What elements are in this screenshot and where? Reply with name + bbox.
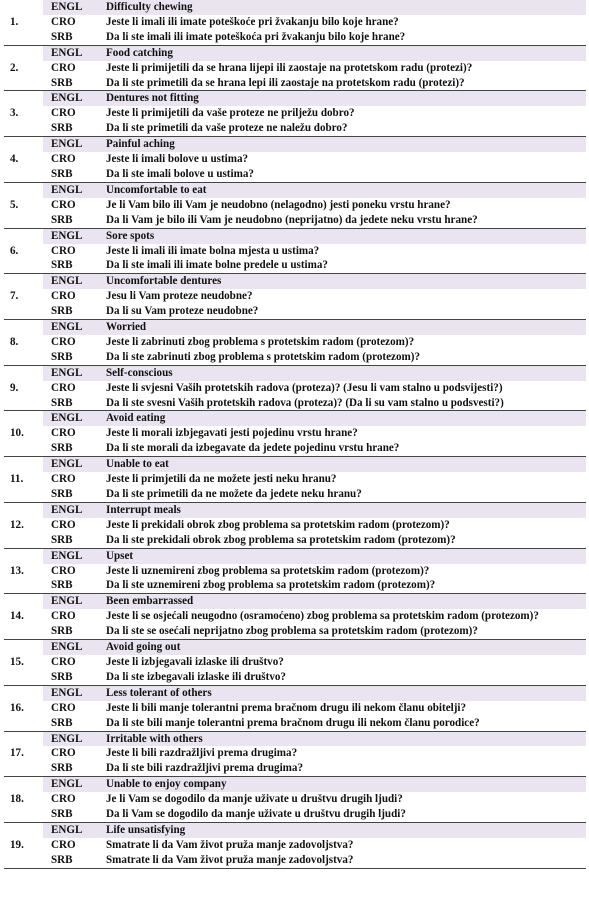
language-code: CRO [51, 290, 76, 303]
table-row-engl [4, 502, 586, 517]
language-code: ENGL [43, 0, 104, 15]
serbian-question: Da li su Vam proteze neudobne? [104, 304, 586, 319]
language-code: CRO [51, 518, 76, 531]
item-number: 19. [4, 822, 43, 868]
item-number: 16. [4, 685, 43, 731]
english-item-label: Unable to eat [104, 457, 586, 472]
table-row-cro [4, 244, 586, 259]
item-number: 10. [4, 411, 43, 457]
croatian-question: Jeste li prekidali obrok zbog problema sa protetskim radom (protezom)? [106, 518, 450, 531]
table-row-engl [4, 228, 586, 243]
serbian-question: Da li Vam se dogodilo da manje uživate u društvu drugih ljudi? [104, 807, 586, 822]
language-code: ENGL [43, 365, 104, 380]
table-row-engl [4, 182, 586, 197]
language-code: SRB [43, 304, 104, 319]
table-row-srb [4, 761, 586, 776]
table-row-srb [4, 533, 586, 548]
english-item-label: Sore spots [104, 228, 586, 243]
croatian-question: Jeste li bili razdražljivi prema drugima? [106, 747, 298, 760]
language-code: ENGL [43, 457, 104, 472]
table-row-engl [4, 594, 586, 609]
serbian-question: Da li ste bili manje tolerantni prema bračnom drugu ili nekom članu porodice? [104, 716, 586, 731]
language-code: ENGL [43, 91, 104, 106]
english-item-label: Uncomfortable to eat [104, 182, 586, 197]
language-code: ENGL [43, 228, 104, 243]
croatian-question: Jeste li primijetili da vaše proteze ne prilježu dobro? [106, 107, 355, 120]
croatian-question: Je li Vam se dogodilo da manje uživate u društvu drugih ljudi? [106, 793, 403, 806]
english-item-label: Dentures not fitting [104, 91, 586, 106]
table-row-srb [4, 853, 586, 868]
language-code: SRB [43, 121, 104, 136]
item-number: 4. [4, 137, 43, 183]
table-row-cro [4, 426, 586, 441]
serbian-question: Da li ste izbegavali izlaske ili društvo? [104, 670, 586, 685]
item-number: 1. [4, 0, 43, 45]
english-item-label: Life unsatisfying [104, 822, 586, 837]
serbian-question: Da li ste prekidali obrok zbog problema sa protetskim radom (protezom)? [104, 533, 586, 548]
english-item-label: Irritable with others [104, 731, 586, 746]
english-item-label: Self-conscious [104, 365, 586, 380]
serbian-question: Da li Vam je bilo ili Vam je neudobno (neprijatno) da jedete neku vrstu hrane? [104, 213, 586, 228]
language-code: SRB [43, 624, 104, 639]
language-code: SRB [43, 258, 104, 273]
serbian-question: Smatrate li da Vam život pruža manje zadovoljstva? [104, 853, 586, 868]
language-code: CRO [51, 747, 76, 760]
table-row-engl [4, 457, 586, 472]
table-row-engl [4, 137, 586, 152]
croatian-question: Jeste li imali ili imate poteškoće pri žvakanju bilo koje hrane? [106, 15, 399, 28]
table-row-srb [4, 304, 586, 319]
language-code: CRO [51, 655, 76, 668]
item-number: 11. [4, 457, 43, 503]
language-code: CRO [51, 701, 76, 714]
item-number: 15. [4, 640, 43, 686]
language-code: SRB [43, 670, 104, 685]
language-code: ENGL [43, 137, 104, 152]
table-row-cro [4, 335, 586, 350]
english-item-label: Avoid going out [104, 640, 586, 655]
table-row-srb [4, 121, 586, 136]
language-code: ENGL [43, 411, 104, 426]
table-row-srb [4, 167, 586, 182]
language-code: SRB [43, 76, 104, 91]
language-code: CRO [51, 838, 76, 851]
language-code: SRB [43, 30, 104, 45]
table-row-cro [4, 792, 586, 807]
serbian-question: Da li ste primetili da se hrana lepi ili zaostaje na protetskom radu (protezi)? [104, 76, 586, 91]
item-number: 5. [4, 182, 43, 228]
table-row-cro [4, 472, 586, 487]
language-code: CRO [51, 61, 76, 74]
table-row-srb [4, 578, 586, 593]
language-code: SRB [43, 396, 104, 411]
croatian-question: Jeste li imali ili imate bolna mjesta u ustima? [106, 244, 320, 257]
language-code: SRB [43, 441, 104, 456]
table-row-cro [4, 838, 586, 853]
language-code: CRO [51, 153, 76, 166]
table-row-cro [4, 61, 586, 76]
table-row-cro [4, 518, 586, 533]
language-code: ENGL [43, 777, 104, 792]
serbian-question: Da li ste primetili da ne možete da jedete neku hranu? [104, 487, 586, 502]
language-code: CRO [51, 427, 76, 440]
table-row-cro [4, 152, 586, 167]
english-item-label: Upset [104, 548, 586, 563]
item-number: 9. [4, 365, 43, 411]
english-item-label: Uncomfortable dentures [104, 274, 586, 289]
table-row-engl [4, 731, 586, 746]
language-code: ENGL [43, 274, 104, 289]
croatian-question: Jeste li svjesni Vaših protetskih radova (proteza)? (Jesu li vam stalno u podsvijesti?) [106, 381, 503, 394]
serbian-question: Da li ste uznemireni zbog problema sa protetskim radom (protezom)? [104, 578, 586, 593]
english-item-label: Interrupt meals [104, 502, 586, 517]
table-row-cro [4, 609, 586, 624]
english-item-label: Unable to enjoy company [104, 777, 586, 792]
table-row-cro [4, 746, 586, 761]
table-row-engl [4, 822, 586, 837]
language-code: SRB [43, 716, 104, 731]
table-row-cro [4, 701, 586, 716]
table-row-engl [4, 411, 586, 426]
language-code: SRB [43, 350, 104, 365]
language-code: ENGL [43, 182, 104, 197]
croatian-question: Smatrate li da Vam život pruža manje zadovoljstva? [106, 838, 354, 851]
english-item-label: Been embarrassed [104, 594, 586, 609]
language-code: SRB [43, 807, 104, 822]
item-number: 13. [4, 548, 43, 594]
serbian-question: Da li ste primetili da vaše proteze ne naležu dobro? [104, 121, 586, 136]
language-code: ENGL [43, 594, 104, 609]
table-row-srb [4, 396, 586, 411]
language-code: ENGL [43, 502, 104, 517]
table-row-cro [4, 289, 586, 304]
table-row-engl [4, 45, 586, 60]
table-row-srb [4, 624, 586, 639]
table-row-engl [4, 274, 586, 289]
table-row-engl [4, 685, 586, 700]
english-item-label: Difficulty chewing [104, 0, 586, 15]
english-item-label: Less tolerant of others [104, 685, 586, 700]
table-row-cro [4, 564, 586, 579]
table-body [4, 0, 586, 868]
language-code: CRO [51, 473, 76, 486]
table-row-cro [4, 381, 586, 396]
serbian-question: Da li ste svesni Vaših protetskih radova (proteza)? (Da li su vam stalno u podsvesti?) [104, 396, 586, 411]
translation-table [4, 0, 586, 869]
serbian-question: Da li ste imali ili imate poteškoća pri žvakanju bilo koje hrane? [104, 30, 586, 45]
language-code: CRO [51, 793, 76, 806]
croatian-question: Jeste li primjetili da ne možete jesti neku hranu? [106, 473, 337, 486]
table-row-srb [4, 487, 586, 502]
item-number: 7. [4, 274, 43, 320]
table-row-srb [4, 716, 586, 731]
language-code: CRO [51, 335, 76, 348]
table-row-engl [4, 640, 586, 655]
croatian-question: Jeste li imali bolove u ustima? [106, 153, 249, 166]
language-code: SRB [43, 853, 104, 868]
table-row-srb [4, 213, 586, 228]
language-code: CRO [51, 15, 76, 28]
english-item-label: Avoid eating [104, 411, 586, 426]
item-number: 6. [4, 228, 43, 274]
croatian-question: Jeste li primijetili da se hrana lijepi ili zaostaje na protetskom radu (protezi)? [106, 61, 473, 74]
table-row-cro [4, 15, 586, 30]
language-code: CRO [51, 244, 76, 257]
table-row-engl [4, 548, 586, 563]
serbian-question: Da li ste imali bolove u ustima? [104, 167, 586, 182]
table-row-engl [4, 0, 586, 15]
item-number: 2. [4, 45, 43, 91]
english-item-label: Worried [104, 320, 586, 335]
language-code: CRO [51, 610, 76, 623]
croatian-question: Je li Vam bilo ili Vam je neudobno (nelagodno) jesti poneku vrstu hrane? [106, 198, 451, 211]
serbian-question: Da li ste imali ili imate bolne predele u ustima? [104, 258, 586, 273]
language-code: CRO [51, 198, 76, 211]
table-row-engl [4, 320, 586, 335]
language-code: CRO [51, 564, 76, 577]
croatian-question: Jesu li Vam proteze neudobne? [106, 290, 253, 303]
table-row-cro [4, 655, 586, 670]
serbian-question: Da li ste zabrinuti zbog problema s protetskim radom (protezom)? [104, 350, 586, 365]
table-row-srb [4, 807, 586, 822]
item-number: 8. [4, 320, 43, 366]
croatian-question: Jeste li se osjećali neugodno (osramoćeno) zbog problema sa protetskim radom (protezom)? [106, 610, 539, 623]
serbian-question: Da li ste se osećali neprijatno zbog problema sa protetskim radom (protezom)? [104, 624, 586, 639]
language-code: ENGL [43, 731, 104, 746]
language-code: SRB [43, 487, 104, 502]
table-row-srb [4, 670, 586, 685]
language-code: ENGL [43, 320, 104, 335]
language-code: CRO [51, 381, 76, 394]
item-number: 14. [4, 594, 43, 640]
language-code: SRB [43, 761, 104, 776]
croatian-question: Jeste li bili manje tolerantni prema bračnom drugu ili nekom članu obitelji? [106, 701, 467, 714]
language-code: SRB [43, 533, 104, 548]
english-item-label: Food catching [104, 45, 586, 60]
croatian-question: Jeste li zabrinuti zbog problema s protetskim radom (protezom)? [106, 335, 415, 348]
language-code: CRO [51, 107, 76, 120]
item-number: 17. [4, 731, 43, 777]
item-number: 3. [4, 91, 43, 137]
table-row-srb [4, 258, 586, 273]
language-code: ENGL [43, 45, 104, 60]
language-code: ENGL [43, 548, 104, 563]
table-row-engl [4, 91, 586, 106]
item-number: 12. [4, 502, 43, 548]
language-code: SRB [43, 167, 104, 182]
croatian-question: Jeste li uznemireni zbog problema sa protetskim radom (protezom)? [106, 564, 430, 577]
croatian-question: Jeste li izbjegavali izlaske ili društvo? [106, 655, 284, 668]
table-row-srb [4, 441, 586, 456]
language-code: ENGL [43, 822, 104, 837]
table-row-engl [4, 777, 586, 792]
table-row-srb [4, 350, 586, 365]
table-row-cro [4, 106, 586, 121]
language-code: SRB [43, 213, 104, 228]
serbian-question: Da li ste morali da izbegavate da jedete pojedinu vrstu hrane? [104, 441, 586, 456]
serbian-question: Da li ste bili razdražljivi prema drugima? [104, 761, 586, 776]
table-row-srb [4, 76, 586, 91]
language-code: ENGL [43, 685, 104, 700]
croatian-question: Jeste li morali izbjegavati jesti pojedinu vrstu hrane? [106, 427, 358, 440]
table-row-engl [4, 365, 586, 380]
english-item-label: Painful aching [104, 137, 586, 152]
item-number: 18. [4, 777, 43, 823]
table-row-srb [4, 30, 586, 45]
language-code: SRB [43, 578, 104, 593]
language-code: ENGL [43, 640, 104, 655]
table-row-cro [4, 198, 586, 213]
